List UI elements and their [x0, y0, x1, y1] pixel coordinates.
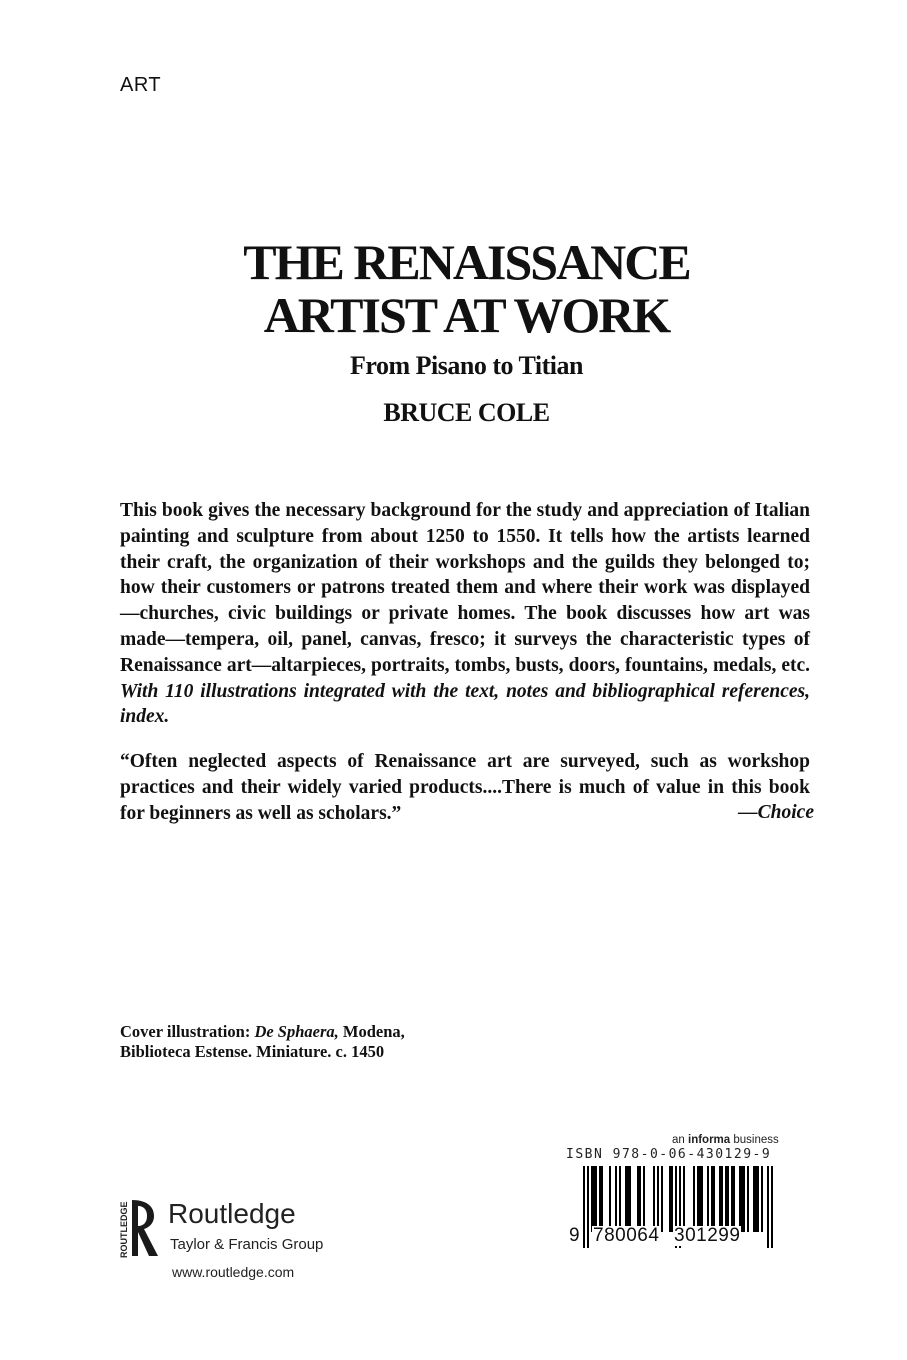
- routledge-logo: [116, 1196, 164, 1260]
- description-text: This book gives the necessary background for the study and appreciation of Italian painting and sculpture from about 1250 to 1550. It tells how the artists learned their craft, the organization of their workshops and the guilds they belonged to; how their customers or patrons treated them and where their work was displayed—churches, civic buildings or private homes. The book discusses how art was made—tempera, oil, panel, canvas, fresco; it surveys the characteristic types of Renaissance art—altarpieces, portraits, tombs, busts, doors, fountains, medals, etc.: [120, 500, 810, 676]
- barcode-bar: [615, 1166, 617, 1232]
- book-title-line-1: THE RENAISSANCE: [243, 234, 690, 290]
- barcode-bar: [683, 1166, 685, 1232]
- book-title-line-2: ARTIST AT WORK: [263, 287, 670, 343]
- barcode-bar: [699, 1166, 701, 1232]
- barcode-bar: [701, 1166, 703, 1232]
- barcode-digits-left: 780064: [593, 1225, 660, 1246]
- barcode-bar: [593, 1166, 595, 1232]
- barcode-bar: [625, 1166, 627, 1232]
- barcode-bar: [639, 1166, 641, 1232]
- barcode-bar: [741, 1166, 743, 1232]
- isbn-label: ISBN 978-0-06-430129-9: [566, 1147, 772, 1162]
- informa-suffix: business: [730, 1134, 779, 1146]
- barcode-bar: [643, 1166, 645, 1232]
- barcode-bar: [743, 1166, 745, 1232]
- barcode-bar: [757, 1166, 759, 1232]
- book-author: BRUCE COLE: [383, 398, 550, 427]
- barcode-bar: [713, 1166, 715, 1232]
- barcode-digits-right: 301299: [674, 1225, 741, 1246]
- barcode-bar: [719, 1166, 721, 1232]
- barcode-bar: [661, 1166, 663, 1232]
- routledge-logo-icon: [116, 1196, 164, 1260]
- review-source: —Choice: [738, 802, 814, 823]
- cover-credit-location: Modena,: [338, 1022, 405, 1041]
- barcode-bar: [733, 1166, 735, 1232]
- publisher-name: Routledge: [168, 1198, 296, 1229]
- barcode-bar: [595, 1166, 597, 1232]
- barcode-bar: [693, 1166, 695, 1232]
- barcode-bar: [767, 1166, 769, 1248]
- barcode-bar: [619, 1166, 621, 1232]
- cover-credit-line-2: Biblioteca Estense. Miniature. c. 1450: [120, 1042, 385, 1061]
- barcode-bar: [671, 1166, 673, 1232]
- publisher-website: www.routledge.com: [172, 1264, 295, 1280]
- cover-credit-label: Cover illustration:: [120, 1022, 255, 1041]
- barcode-bar: [583, 1166, 585, 1248]
- barcode-bar: [599, 1166, 601, 1232]
- book-subtitle: From Pisano to Titian: [350, 351, 583, 380]
- barcode-bar: [591, 1166, 593, 1232]
- barcode-bar: [601, 1166, 603, 1232]
- barcode-bar: [697, 1166, 699, 1232]
- barcode-bar: [657, 1166, 659, 1232]
- barcode-bar: [637, 1166, 639, 1232]
- barcode-bar: [587, 1166, 589, 1248]
- description-italic-text: With 110 illustrations integrated with the text, notes and bibliographical references, index.: [120, 680, 810, 728]
- cover-credit: [120, 1022, 405, 1062]
- barcode-bar: [669, 1166, 671, 1232]
- barcode-bar: [755, 1166, 757, 1232]
- barcode-bar: [727, 1166, 729, 1232]
- informa-brand: informa: [688, 1134, 731, 1146]
- barcode-bar: [761, 1166, 763, 1232]
- barcode-bar: [629, 1166, 631, 1232]
- barcode-bar: [707, 1166, 709, 1232]
- review-quote: “Often neglected aspects of Renaissance art are surveyed, such as workshop practices and their widely varied products....There is much of value in this book for beginners as well as scholars.”: [120, 751, 810, 824]
- routledge-r-mark: [132, 1200, 158, 1256]
- routledge-vertical-wordmark: ROUTLEDGE: [119, 1201, 129, 1258]
- book-description: [120, 498, 810, 730]
- barcode-bar: [609, 1166, 611, 1232]
- informa-business-label: [672, 1134, 779, 1146]
- barcode-digit-first: 9: [569, 1225, 581, 1246]
- cover-credit-work: De Sphaera,: [254, 1022, 339, 1041]
- informa-prefix: an: [672, 1134, 688, 1146]
- barcode-bar: [653, 1166, 655, 1232]
- barcode-bar: [731, 1166, 733, 1232]
- barcode-bar: [627, 1166, 629, 1232]
- barcode-bar: [721, 1166, 723, 1232]
- barcode-bar: [739, 1166, 741, 1232]
- barcode-bar: [725, 1166, 727, 1232]
- category-label: ART: [120, 74, 162, 96]
- barcode-bar: [711, 1166, 713, 1232]
- publisher-group: Taylor & Francis Group: [170, 1236, 324, 1253]
- barcode-bar: [747, 1166, 749, 1232]
- barcode-bar: [771, 1166, 773, 1248]
- barcode-bar: [753, 1166, 755, 1232]
